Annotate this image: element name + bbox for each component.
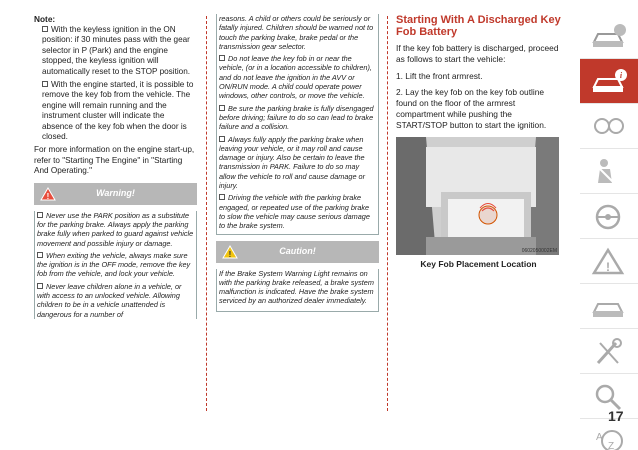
index-abc-icon <box>590 427 628 450</box>
dashboard-lights-icon <box>590 112 628 142</box>
warning-box <box>34 211 197 319</box>
warning-title: Warning! <box>96 187 135 198</box>
warning-item: Always fully apply the parking brake when leaving your vehicle, or it may roll and cause damage or injury. Also be certain to leave the transmission in PARK. Failure to do so may allow the vehicle to roll and cause damage or injury. <box>219 134 366 191</box>
bullet-box-icon <box>37 252 43 258</box>
column-3 <box>396 14 561 269</box>
column-2 <box>216 14 379 312</box>
sidebar-seatbelt-airbag[interactable] <box>580 149 638 194</box>
caution-text: If the Brake System Warning Light remains on with the parking brake released, a brake system malfunction is indicated. Have the brake system serviced by an authorized dealer immediately. <box>219 268 374 306</box>
photo-caption: Key Fob Placement Location <box>420 258 537 269</box>
bullet-box-icon <box>37 283 43 289</box>
seatbelt-airbag-icon <box>590 157 628 187</box>
wrench-tools-icon <box>590 337 628 367</box>
page-number: 17 <box>608 408 624 424</box>
armrest-photo <box>396 137 559 255</box>
sidebar-tools[interactable] <box>580 329 638 374</box>
bullet-box-icon <box>219 105 225 111</box>
warning-item: Never use the PARK position as a substitute for the parking brake. Always apply the parking brake fully when parked to guard against vehicle movement and possible injury or damage. <box>37 210 194 248</box>
bullet-box-icon <box>37 212 43 218</box>
intro-text: If the key fob battery is discharged, proceed as follows to start the vehicle: <box>396 43 559 64</box>
car-service-icon <box>590 292 628 322</box>
section-heading: Starting With A Discharged Key Fob Battery <box>396 14 561 38</box>
warning-item: Be sure the parking brake is fully disengaged before driving; failure to do so can lead to brake failure and a collision. <box>219 103 374 132</box>
column-divider <box>206 16 207 411</box>
warning-item: Do not leave the key fob in or near the vehicle, (or in a location accessible to children), and do not leave the ignition in the AVV or ON/RUN mode. A child could operate power windows, other controls, or move the vehicle. <box>219 54 372 101</box>
bullet-box-icon <box>219 136 225 142</box>
warning-continued-text: reasons. A child or others could be seriously or fatally injured. Children should be warned not to touch the parking brake, brake pedal or the transmission gear selector. <box>219 14 374 51</box>
warning-item: Never leave children alone in a vehicle, or with access to an unlocked vehicle. Allowing children to be in a vehicle unattended is dangerous for a number of <box>37 281 182 319</box>
svg-text:!: ! <box>228 249 232 259</box>
sidebar-warning-triangle[interactable] <box>580 239 638 284</box>
svg-text:i: i <box>619 71 623 80</box>
photo-code: 0602050002EM <box>521 247 557 254</box>
car-warning-info-icon <box>590 67 628 97</box>
warning-header <box>34 183 197 205</box>
armrest-compartment-image <box>396 137 559 255</box>
caution-box <box>216 269 379 312</box>
column-1 <box>34 14 197 322</box>
sidebar-car-warning-active[interactable] <box>580 59 638 104</box>
car-info-icon <box>590 22 628 52</box>
warning-box-continued <box>216 14 379 235</box>
step-2: 2. Lay the key fob on the key fob outline found on the floor of the armrest compartment while pushing the START/STOP button to start the ignition. <box>396 87 547 130</box>
bullet-box-icon <box>42 81 48 87</box>
steering-wheel-icon <box>590 202 628 232</box>
svg-text:!: ! <box>606 260 610 274</box>
more-info-text: For more information on the engine start-up, refer to "Starting The Engine" in "Starting And Operating." <box>34 145 195 176</box>
sidebar-dashboard-lights[interactable] <box>580 104 638 149</box>
svg-text:!: ! <box>46 191 50 201</box>
note-title: Note: <box>34 14 56 24</box>
bullet-box-icon <box>42 26 48 32</box>
svg-text:Z: Z <box>608 441 615 450</box>
sidebar-car-service[interactable] <box>580 284 638 329</box>
warning-item: When exiting the vehicle, always make sure the ignition is in the OFF mode, remove the key fob from the vehicle, and lock your vehicle. <box>37 250 191 279</box>
note-item: With the engine started, it is possible to remove the key fob from the vehicle. The engine will remain running and the instrument cluster will indicate the absence of the key fob when the door is closed. <box>42 80 194 142</box>
bullet-box-icon <box>219 194 225 200</box>
warning-triangle-icon <box>590 247 628 277</box>
warning-item: Driving the vehicle with the parking brake engaged, or repeated use of the parking brake to slow the vehicle may cause serious damage to the brake system. <box>219 193 370 231</box>
caution-header <box>216 241 379 263</box>
svg-text:A: A <box>596 432 603 443</box>
chapter-sidebar <box>580 14 638 450</box>
note-item: With the keyless ignition in the ON position: if 30 minutes pass with the gear selector in P (Park) and the engine stopped, the keyless ignition will automatically reset to the STOP position. <box>42 25 191 76</box>
sidebar-steering-wheel[interactable] <box>580 194 638 239</box>
sidebar-car-info[interactable] <box>580 14 638 59</box>
column-divider <box>387 16 388 411</box>
step-1: 1. Lift the front armrest. <box>396 70 483 81</box>
bullet-box-icon <box>219 55 225 61</box>
caution-title: Caution! <box>279 245 316 256</box>
